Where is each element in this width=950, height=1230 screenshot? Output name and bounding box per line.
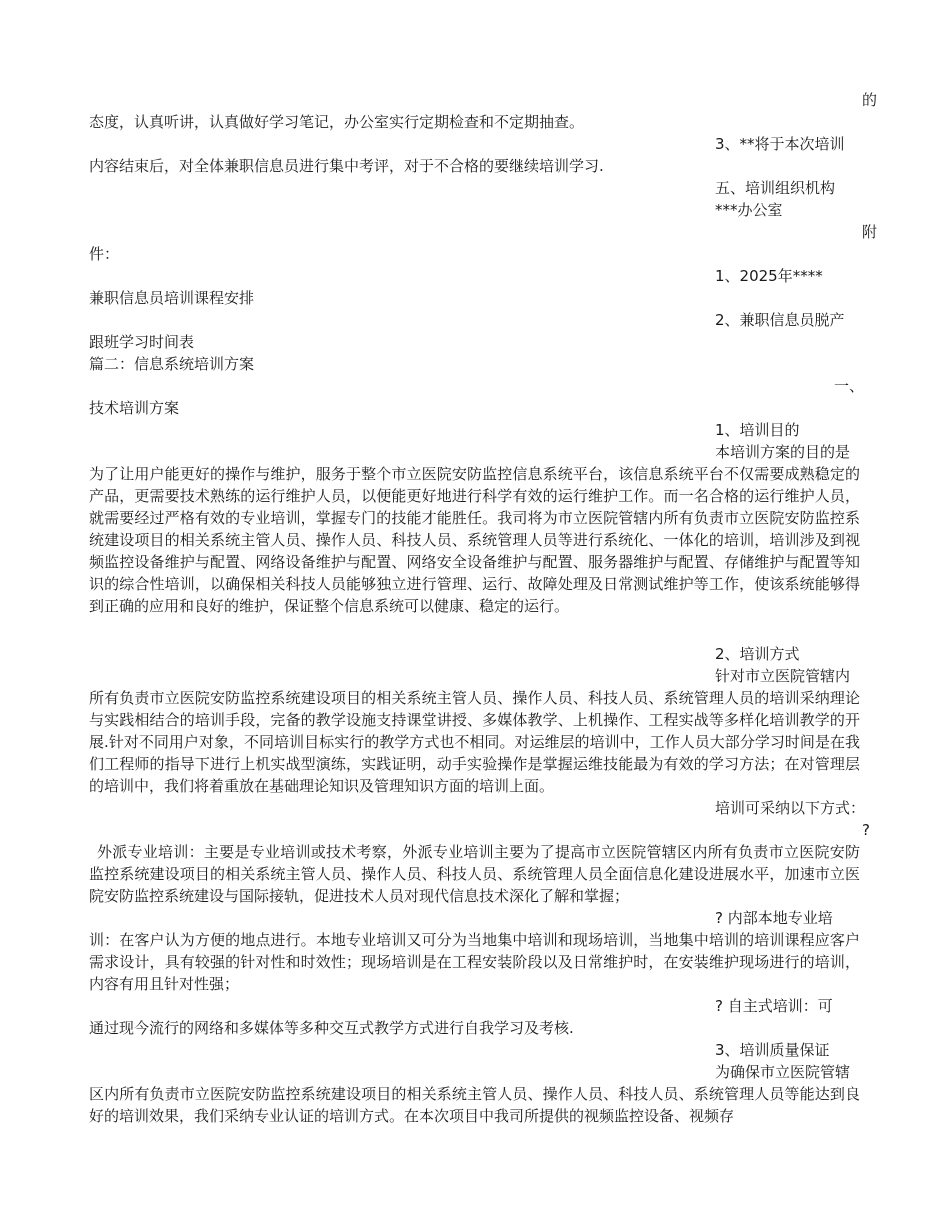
bullet-marker: ? xyxy=(862,821,870,839)
section-number: 一、 xyxy=(834,377,865,395)
attachment-item: 1、2025年**** xyxy=(715,267,823,285)
paragraph: 为了让用户能更好的操作与维护，服务于整个市立医院安防监控信息系统平台，该信息系统平台不仅需要成熟稳定的产品，更需要技术熟练的运行维护人员，以便能更好地进行科学有效的运行维护工作。而一名合格的运行维护人员，就需要经过严格有效的专业培训，掌握专门的技能才能胜任。我司将为市立医院管辖内所有负责市立医院安防监控系统建设项目的相关系统主管人员、操作人员、科技人员、系统管理人员等进行系统化、一体化的培训，培训涉及到视频监控设备维护与配置、网络设备维护与配置、网络安全设备维护与配置、服务器维护与配置、存储维护与配置等知识的综合性培训，以确保相关科技人员能够独立进行管理、运行、故障处理及日常测试维护等工作，使该系统能够得到正确的应用和良好的维护，保证整个信息系统可以健康、稳定的运行。 xyxy=(89,465,860,615)
bullet-item: ? 自主式培训：可 xyxy=(715,997,833,1015)
paragraph: 训：在客户认为方便的地点进行。本地专业培训又可分为当地集中培训和现场培训，当地集中培训的培训课程应客户需求设计，具有较强的针对性和时效性；现场培训是在工程安装阶段以及日常维护时，在安装维护现场进行的培训，内容有用且针对性强； xyxy=(89,931,860,993)
text-line: 3、**将于本次培训 xyxy=(715,135,845,153)
text-line: 培训可采纳以下方式： xyxy=(715,799,866,817)
text-line: 针对市立医院管辖内 xyxy=(715,667,851,685)
paragraph: 外派专业培训：主要是专业培训或技术考察，外派专业培训主要为了提高市立医院管辖区内所有负责市立医院安防监控系统建设项目的相关系统主管人员、操作人员、科技人员、系统管理人员全面信息化建设进展水平，加速市立医院安防监控系统建设与国际接轨，促进技术人员对现代信息技术深化了解和掌握； xyxy=(89,843,860,905)
subsection-heading: 3、培训质量保证 xyxy=(715,1041,830,1059)
subsection-heading: 2、培训方式 xyxy=(715,645,800,663)
text-line: 件： xyxy=(89,245,120,263)
text-line: 态度，认真听讲，认真做好学习笔记，办公室实行定期检查和不定期抽查。 xyxy=(89,113,585,131)
text-line: 附 xyxy=(862,223,878,241)
text-line: 通过现今流行的网络和多媒体等多种交互式教学方式进行自我学习及考核. xyxy=(89,1019,574,1037)
paragraph: 所有负责市立医院安防监控系统建设项目的相关系统主管人员、操作人员、科技人员、系统管理人员的培训采纳理论与实践相结合的培训手段，完备的教学设施支持课堂讲授、多媒体教学、上机操作、工程实战等多样化培训教学的开展.针对不同用户对象，不同培训目标实行的教学方式也不相同。对运维层的培训中，工作人员大部分学习时间是在我们工程师的指导下进行上机实战型演练，实践证明，动手实验操作是掌握运维技能最为有效的学习方法；在对管理层的培训中，我们将着重放在基础理论知识及管理知识方面的培训上面。 xyxy=(89,689,860,795)
text-line: 的 xyxy=(862,91,878,109)
subsection-heading: 1、培训目的 xyxy=(715,421,800,439)
text-line: 内容结束后，对全体兼职信息员进行集中考评，对于不合格的要继续培训学习. xyxy=(89,157,604,175)
part-title: 篇二：信息系统培训方案 xyxy=(89,355,255,373)
attachment-item: 跟班学习时间表 xyxy=(89,333,195,351)
text-line: 本培训方案的目的是 xyxy=(715,443,851,461)
text-line: 为确保市立医院管辖 xyxy=(715,1063,851,1081)
text-line: ***办公室 xyxy=(715,201,783,219)
paragraph: 区内所有负责市立医院安防监控系统建设项目的相关系统主管人员、操作人员、科技人员、系统管理人员等能达到良好的培训效果，我们采纳专业认证的培训方式。在本次项目中我司所提供的视频监控设备、视频存 xyxy=(89,1085,860,1125)
attachment-item: 2、兼职信息员脱产 xyxy=(715,311,845,329)
bullet-item: ? 内部本地专业培 xyxy=(715,909,833,927)
attachment-item: 兼职信息员培训课程安排 xyxy=(89,289,255,307)
section-heading: 五、培训组织机构 xyxy=(715,179,836,197)
section-heading: 技术培训方案 xyxy=(89,399,180,417)
